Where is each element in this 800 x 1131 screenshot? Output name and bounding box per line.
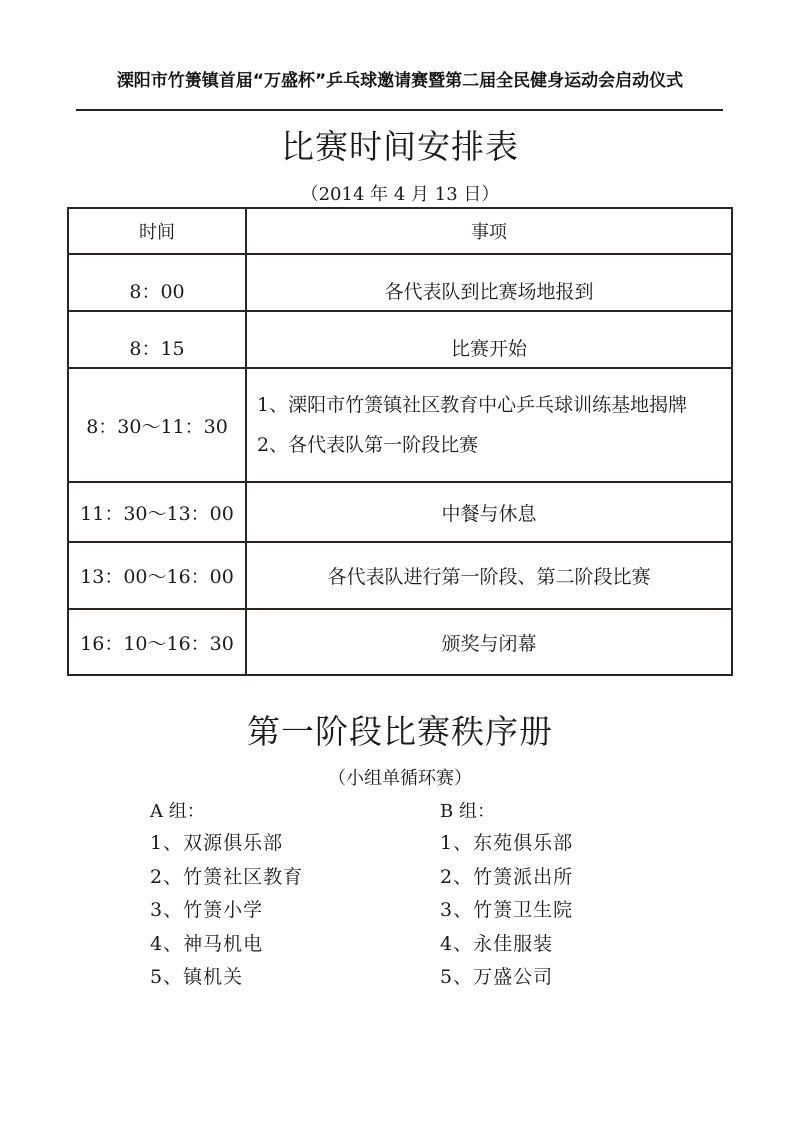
- table-row: [68, 311, 732, 368]
- stage-one-title: 第一阶段比赛秩序册: [247, 712, 553, 751]
- list-item: 3、竹箦小学: [150, 899, 264, 921]
- group-b: [440, 797, 573, 995]
- table-header-row: [68, 208, 732, 254]
- item-cell: 中餐与休息: [246, 482, 732, 542]
- group-a: [150, 797, 303, 995]
- item-cell: 各代表队到比赛场地报到: [246, 254, 732, 311]
- time-cell: 8：30～11：30: [68, 368, 246, 482]
- list-item: 1、东苑俱乐部: [440, 832, 574, 854]
- group-a-team-list: [150, 827, 303, 995]
- stage-one-subtitle: （小组单循环赛）: [328, 768, 472, 789]
- schedule-table: [67, 207, 733, 676]
- item-line: 2、各代表队第一阶段比赛: [257, 434, 479, 456]
- list-item: 5、万盛公司: [440, 966, 554, 988]
- list-item: 4、永佳服装: [440, 932, 554, 955]
- table-row: [68, 482, 732, 542]
- table-row: [68, 609, 732, 675]
- item-cell: 比赛开始: [246, 311, 732, 368]
- table-row: [68, 542, 732, 609]
- column-header-time: 时间: [68, 208, 246, 254]
- list-item: 3、竹箦卫生院: [440, 899, 574, 921]
- item-cell: 各代表队进行第一阶段、第二阶段比赛: [246, 542, 732, 609]
- item-cell: 颁奖与闭幕: [246, 609, 732, 675]
- list-item: 4、神马机电: [150, 932, 264, 955]
- list-item: 5、镇机关: [150, 966, 244, 988]
- group-b-label: B 组：: [440, 801, 495, 822]
- table-row: [68, 254, 732, 311]
- group-b-team-list: [440, 827, 573, 995]
- time-cell: 11：30～13：00: [68, 482, 246, 542]
- schedule-date: （2014 年 4 月 13 日）: [300, 184, 500, 205]
- list-item: 2、竹箦派出所: [440, 865, 574, 888]
- table-row: [68, 368, 732, 482]
- time-cell: 13：00～16：00: [68, 542, 246, 609]
- time-cell: 8：15: [68, 311, 246, 368]
- event-title: 溧阳市竹箦镇首届“万盛杯”乒乓球邀请赛暨第二届全民健身运动会启动仪式: [116, 71, 684, 91]
- time-cell: 8：00: [68, 254, 246, 311]
- item-cell: [246, 368, 732, 482]
- list-item: 2、竹箦社区教育: [150, 865, 304, 888]
- column-header-item: 事项: [246, 208, 732, 254]
- group-a-label: A 组：: [150, 801, 205, 822]
- item-line: 1、溧阳市竹箦镇社区教育中心乒乓球训练基地揭牌: [257, 394, 688, 416]
- time-cell: 16：10～16：30: [68, 609, 246, 675]
- schedule-title: 比赛时间安排表: [281, 127, 519, 166]
- header-rule-divider: [76, 109, 723, 111]
- list-item: 1、双源俱乐部: [150, 832, 284, 854]
